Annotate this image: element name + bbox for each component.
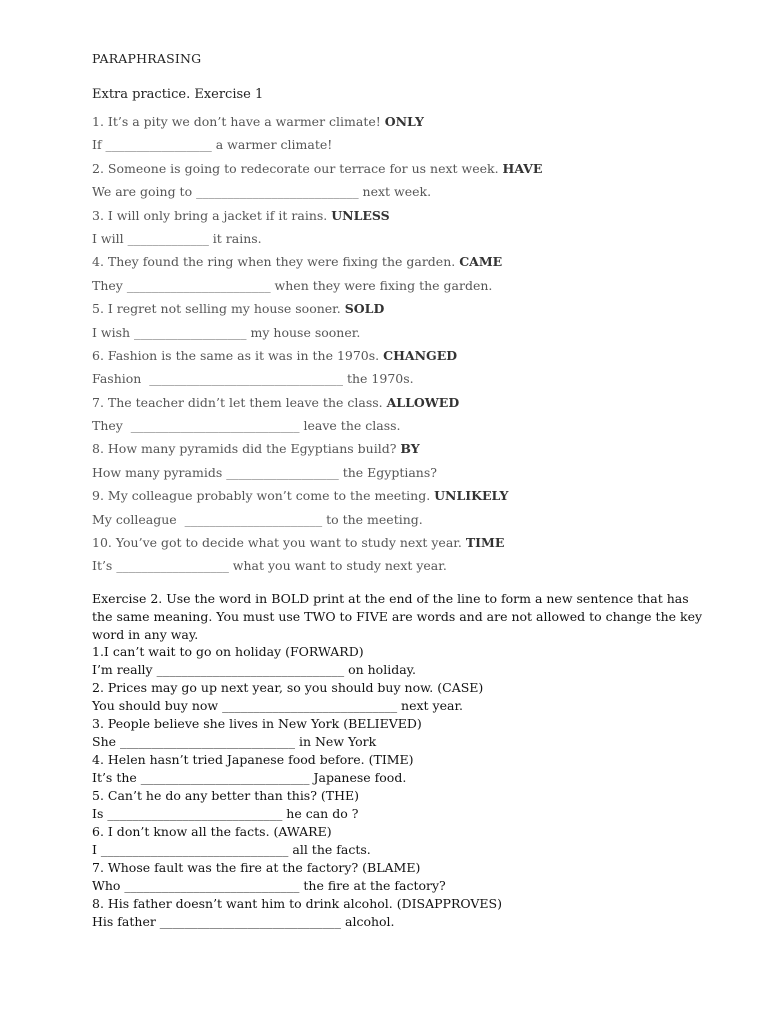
- keyword: ALLOWED: [386, 394, 460, 410]
- exercise2-line: 3. People believe she lives in New York (BELIEVED): [92, 716, 422, 732]
- exercise2-line: She ____________________________ in New York: [92, 734, 377, 750]
- page-title: PARAPHRASING: [92, 51, 202, 66]
- exercise1-prompt: 9. My colleague probably won’t come to the meeting. UNLIKELY: [92, 488, 509, 504]
- exercise1-answer: Fashion _______________________________ the 1970s.: [92, 371, 414, 387]
- exercise2-line: 2. Prices may go up next year, so you should buy now. (CASE): [92, 680, 484, 696]
- exercise1-prompt: 3. I will only bring a jacket if it rains. UNLESS: [92, 207, 390, 223]
- exercise2-line: 5. Can’t he do any better than this? (THE): [92, 788, 360, 804]
- exercise2-line: It’s the ___________________________ Japanese food.: [92, 770, 407, 786]
- exercise1-heading: Extra practice. Exercise 1: [92, 87, 264, 102]
- keyword: UNLESS: [331, 207, 390, 223]
- exercise2-instructions: Exercise 2. Use the word in BOLD print at the end of the line to form a new sentence that has the same meaning. You must use TWO to FIVE are words and are not allowed to change the key word in any way.: [92, 591, 703, 642]
- exercise2-line: His father _____________________________ alcohol.: [92, 914, 395, 930]
- keyword: ONLY: [384, 114, 424, 129]
- exercise2-line: 8. His father doesn’t want him to drink alcohol. (DISAPPROVES): [92, 896, 502, 912]
- exercise1-answer: They ___________________________ leave the class.: [92, 418, 401, 434]
- keyword: SOLD: [344, 301, 385, 317]
- keyword: CHANGED: [383, 347, 458, 363]
- keyword: BY: [400, 441, 420, 457]
- exercise1-list: [92, 113, 712, 581]
- exercise1-prompt: 6. Fashion is the same as it was in the 1970s. CHANGED: [92, 347, 458, 363]
- exercise1-prompt: 2. Someone is going to redecorate our terrace for us next week. HAVE: [92, 160, 543, 176]
- exercise1-answer: It’s __________________ what you want to study next year.: [92, 558, 447, 574]
- exercise1-prompt: 8. How many pyramids did the Egyptians build? BY: [92, 441, 420, 457]
- keyword: TIME: [465, 535, 505, 551]
- exercise2-line: I ______________________________ all the facts.: [92, 842, 371, 858]
- exercise1-answer: How many pyramids __________________ the Egyptians?: [92, 464, 437, 480]
- keyword: CAME: [459, 254, 503, 270]
- exercise1-answer: We are going to __________________________ next week.: [92, 184, 432, 200]
- exercise1-prompt: 5. I regret not selling my house sooner. SOLD: [92, 301, 385, 317]
- exercise2-line: 6. I don’t know all the facts. (AWARE): [92, 824, 332, 840]
- exercise1-prompt: 7. The teacher didn’t let them leave the class. ALLOWED: [92, 394, 460, 410]
- exercise1-answer: I will _____________ it rains.: [92, 230, 262, 246]
- exercise1-answer: I wish __________________ my house sooner.: [92, 324, 361, 340]
- keyword: UNLIKELY: [434, 488, 509, 504]
- exercise2-line: Is ____________________________ he can do ?: [92, 806, 359, 822]
- exercise1-answer: If _________________ a warmer climate!: [92, 137, 333, 153]
- keyword: HAVE: [502, 160, 543, 176]
- exercise2-line: I’m really ______________________________ on holiday.: [92, 662, 417, 678]
- exercise1-prompt: 10. You’ve got to decide what you want to study next year. TIME: [92, 535, 505, 551]
- exercise1-answer: My colleague ______________________ to the meeting.: [92, 511, 423, 527]
- exercise2-line: Who ____________________________ the fire at the factory?: [92, 878, 446, 894]
- exercise2-line: 4. Helen hasn’t tried Japanese food before. (TIME): [92, 752, 414, 768]
- exercise2-line: You should buy now ____________________________ next year.: [92, 698, 464, 714]
- exercise1-answer: They _______________________ when they were fixing the garden.: [92, 277, 493, 293]
- exercise2-line: 7. Whose fault was the fire at the factory? (BLAME): [92, 860, 421, 876]
- exercise1-prompt: 1. It’s a pity we don’t have a warmer climate! ONLY: [92, 114, 424, 129]
- exercise2-line: 1.I can’t wait to go on holiday (FORWARD): [92, 644, 364, 660]
- exercise1-prompt: 4. They found the ring when they were fixing the garden. CAME: [92, 254, 503, 270]
- exercise2-section: [92, 590, 707, 931]
